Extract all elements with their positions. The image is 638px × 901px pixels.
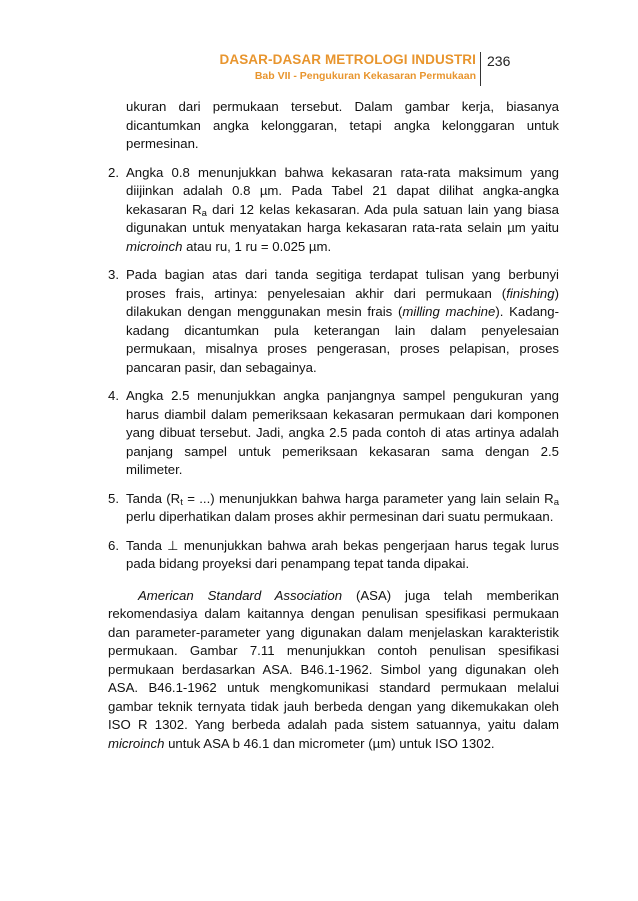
list-item-text: Angka 0.8 menunjukkan bahwa kekasaran rata-rata maksimum yang diijinkan adalah 0.8 µm. Pada Tabel 21 dapat dilihat angka-angka kekasaran $R_a$ dari 12 kelas kekasaran. Ada pula satuan lain yang biasa digunakan untuk menyatakan harga kekasaran rata-rata selain µm yaitu microinch atau ru, 1 ru = 0.025 µm.	[126, 164, 559, 254]
list-number: 4.	[108, 388, 119, 403]
list-number: 6.	[108, 537, 119, 553]
list-item	[0, 490, 638, 527]
list-item	[0, 164, 638, 257]
asa-paragraph: American Standard Association (ASA) juga telah memberikan rekomendasiya dalam kaitannya dengan penulisan spesifikasi permukaan dan parameter-parameter yang digunakan dalam menjelaskan karakteristik permukaan. Gambar 7.11 menunjukkan contoh penulisan spesifikasi permukaan berdasarkan ASA. B46.1-1962. Simbol yang digunakan oleh ASA. B46.1-1962 untuk mengkomunikasi standard permukaan melalui gambar teknik ternyata tidak jauh berbeda dengan yang dikemukakan oleh ISO R 1302. Yang berbeda adalah pada sistem satuannya, yaitu dalam microinch untuk ASA b 46.1 dan micrometer (µm) untuk ISO 1302.	[108, 587, 559, 751]
continuation-paragraph: ukuran dari permukaan tersebut. Dalam gambar kerja, biasanya dicantumkan angka kelonggaran, tetapi angka kelonggaran untuk permesinan.	[126, 99, 559, 151]
list-item-text: Angka 2.5 menunjukkan angka panjangnya sampel pengukuran yang harus diambil dalam pemeriksaan kekasaran permukaan dari komponen yang dibuat tersebut. Jadi, angka 2.5 pada contoh di atas artinya adalah panjang sampel untuk pemeriksaan kekasaran sama dengan 2.5 milimeter.	[126, 388, 559, 477]
header-divider	[480, 52, 481, 86]
list-item-text: Tanda ⊥ menunjukkan bahwa arah bekas pengerjaan harus tegak lurus pada bidang proyeksi dari penampang tepat tanda dipakai.	[126, 537, 559, 571]
list-item	[0, 387, 638, 480]
list-number: 5.	[108, 490, 119, 506]
list-item	[0, 266, 638, 377]
page-header	[0, 46, 638, 86]
list-item-text: Tanda ($R_t$ = ...) menunjukkan bahwa harga parameter yang lain selain $R_a$ perlu diperhatikan dalam proses akhir permesinan dari suatu permukaan.	[126, 490, 559, 524]
book-title: DASAR-DASAR METROLOGI INDUSTRI	[219, 52, 476, 67]
list-item-text: Pada bagian atas dari tanda segitiga terdapat tulisan yang berbunyi proses frais, artinya: penyelesaian akhir dari permukaan (finishing) dilakukan dengan menggunakan mesin frais (milling machine). Kadang-kadang dicantumkan pula keterangan lain dalam penyelesaian permukaan, misalnya proses pengerasan, proses pelapisan, proses pancaran pasir, dan sebagainya.	[126, 267, 559, 375]
list-number: 2.	[108, 164, 119, 180]
chapter-title: Bab VII - Pengukuran Kekasaran Permukaan	[254, 70, 476, 82]
page-number: 236	[487, 53, 511, 69]
page-body	[0, 98, 638, 753]
list-number: 3.	[108, 267, 119, 282]
list-item	[0, 537, 638, 574]
